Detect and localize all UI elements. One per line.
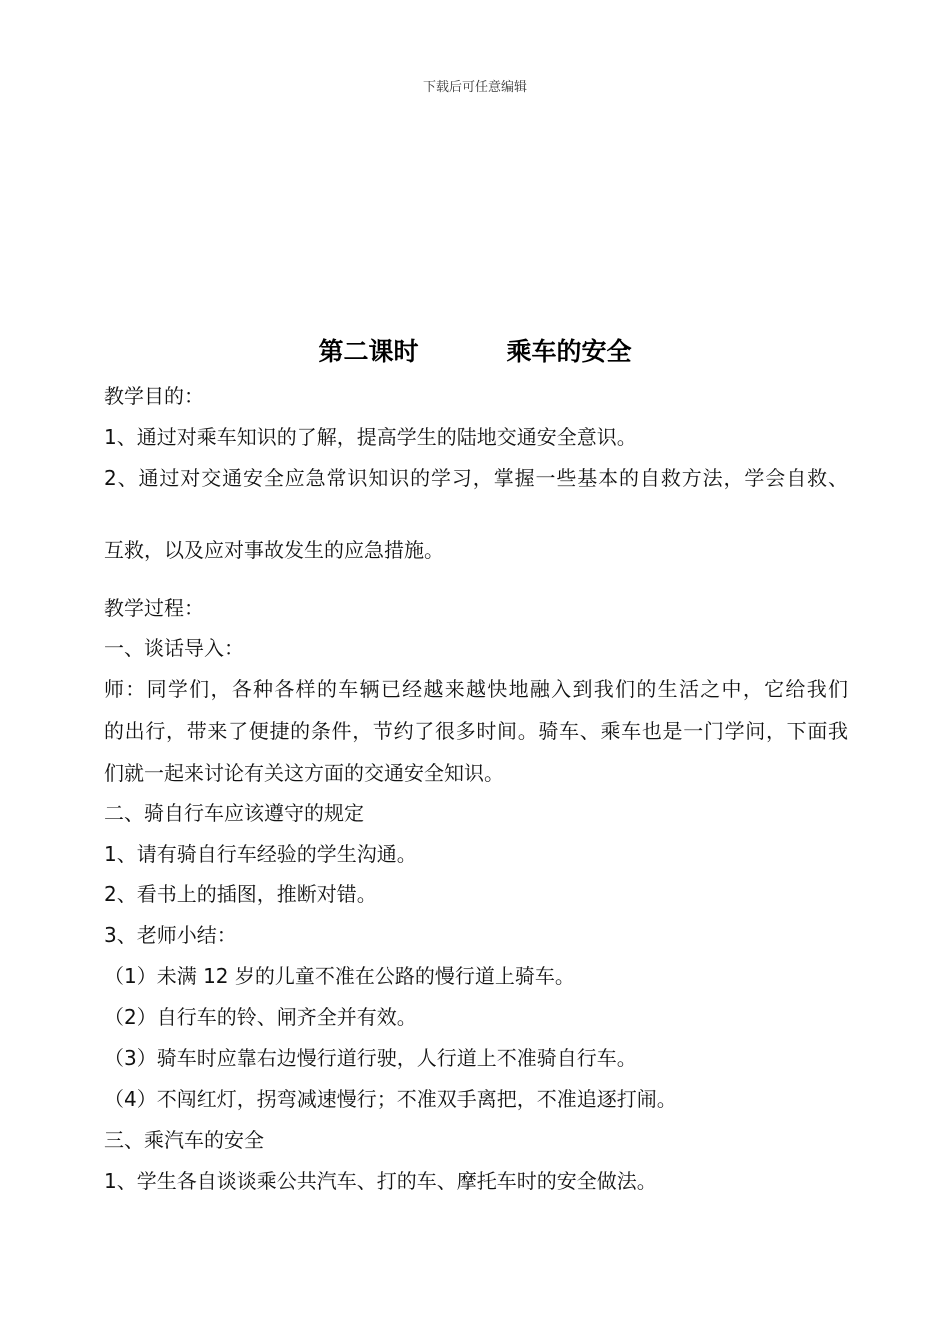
teacher-intro-line-2: 的出行，带来了便捷的条件，节约了很多时间。骑车、乘车也是一门学问，下面我 <box>104 719 848 743</box>
teacher-intro-line-1: 师：同学们，各种各样的车辆已经越来越快地融入到我们的生活之中，它给我们 <box>104 677 848 701</box>
objective-item-1: 1、通过对乘车知识的了解，提高学生的陆地交通安全意识。 <box>104 425 637 449</box>
teacher-intro-line-3: 们就一起来讨论有关这方面的交通安全知识。 <box>104 761 504 785</box>
header-note: 下载后可任意编辑 <box>422 80 527 95</box>
lesson-title <box>0 332 950 368</box>
part-two-item-2: 2、看书上的插图，推断对错。 <box>104 882 377 906</box>
part-two-item-1: 1、请有骑自行车经验的学生沟通。 <box>104 842 417 866</box>
rule-item-3: （3）骑车时应靠右边慢行道行驶，人行道上不准骑自行车。 <box>104 1046 637 1070</box>
part-two-item-3: 3、老师小结： <box>104 923 237 947</box>
part-two-heading: 二、骑自行车应该遵守的规定 <box>104 801 364 825</box>
part-three-heading: 三、乘汽车的安全 <box>104 1128 264 1152</box>
part-one-heading: 一、谈话导入： <box>104 636 244 660</box>
section-process-heading: 教学过程： <box>104 596 204 620</box>
lesson-title-period: 第二课时 <box>318 337 419 366</box>
rule-item-1: （1）未满 12 岁的儿童不准在公路的慢行道上骑车。 <box>104 964 575 988</box>
section-objectives-heading: 教学目的： <box>104 384 204 408</box>
objective-item-2: 2、通过对交通安全应急常识知识的学习，掌握一些基本的自救方法，学会自救、 <box>104 466 848 490</box>
rule-item-4: （4）不闯红灯，拐弯减速慢行；不准双手离把，不准追逐打闹。 <box>104 1087 677 1111</box>
part-three-item-1: 1、学生各自谈谈乘公共汽车、打的车、摩托车时的安全做法。 <box>104 1169 657 1193</box>
lesson-title-topic: 乘车的安全 <box>506 337 632 366</box>
objective-item-2-continued: 互救，以及应对事故发生的应急措施。 <box>104 538 444 562</box>
rule-item-2: （2）自行车的铃、闸齐全并有效。 <box>104 1005 417 1029</box>
